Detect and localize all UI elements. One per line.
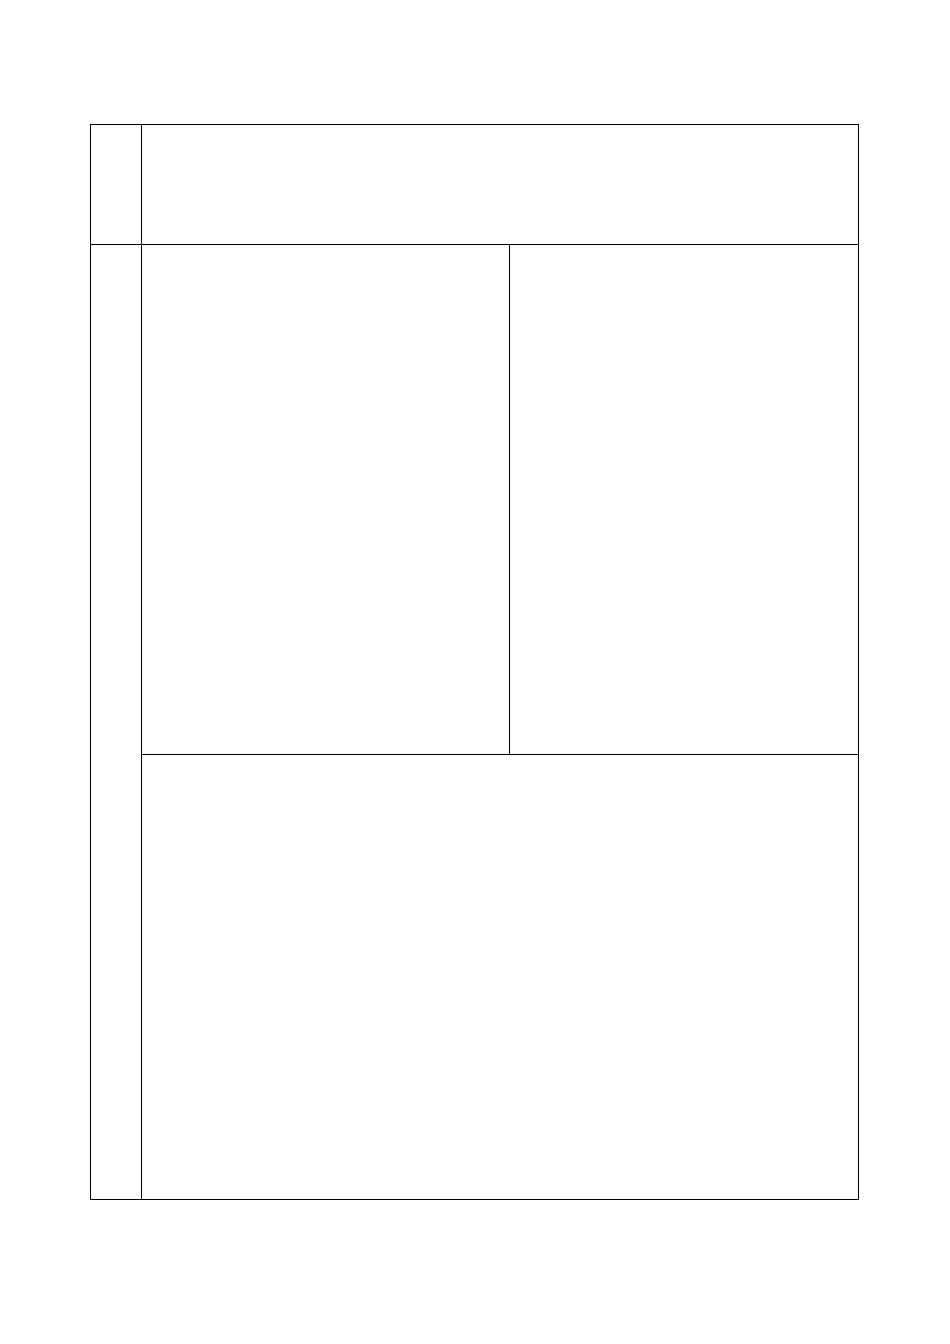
row-divider-middle [141, 754, 859, 755]
side-label [90, 245, 141, 249]
vocab-table [90, 124, 859, 1200]
border-bottom [90, 1199, 859, 1200]
column-divider [141, 124, 142, 1200]
row-divider-top [90, 244, 859, 245]
border-left [90, 124, 91, 1200]
border-right [858, 124, 859, 1200]
border-top [90, 124, 859, 125]
subcolumn-divider [509, 244, 510, 755]
